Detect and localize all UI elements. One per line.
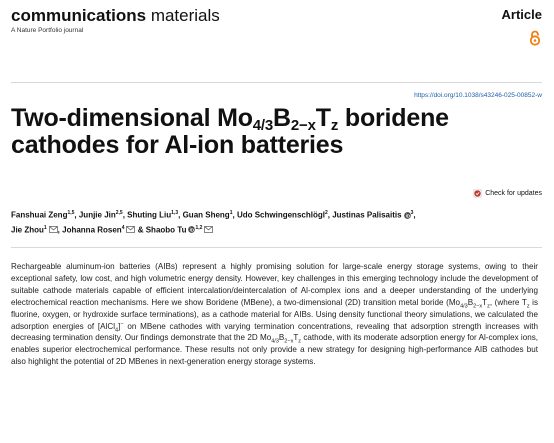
author-name[interactable]: Shuting Liu	[127, 210, 172, 220]
formula-subscript: z	[298, 339, 302, 346]
journal-tagline: A Nature Portfolio journal	[11, 27, 84, 34]
author-affiliation: 1,3	[171, 210, 179, 216]
author-name[interactable]: Johanna Rosen	[62, 225, 122, 235]
author-name[interactable]: Fanshuai Zeng	[11, 210, 68, 220]
title-part: B	[273, 104, 291, 132]
author-name[interactable]: Justinas Palisaitis	[332, 210, 402, 220]
formula-subscript: 2−x	[284, 339, 294, 346]
abstract-text: B	[278, 333, 285, 343]
title-part: T	[315, 104, 331, 132]
title-part: boridene cathodes for Al-ion batteries	[11, 104, 449, 159]
author-affiliation: 2	[324, 210, 328, 216]
title-part: Two-dimensional Mo	[11, 104, 253, 132]
author-name[interactable]: Shaobo Tu	[145, 225, 187, 235]
orcid-icon[interactable]	[404, 212, 411, 219]
formula-subscript: 4	[115, 327, 119, 334]
author-affiliation: 1,2	[195, 224, 203, 231]
mail-icon[interactable]	[126, 226, 135, 233]
author-affiliation: 1,5	[67, 210, 75, 216]
abstract-text: T	[482, 297, 488, 307]
abstract-text: B	[467, 297, 474, 307]
author-name[interactable]: Udo Schwingenschlögl	[236, 210, 325, 220]
title-subscript: z	[330, 117, 339, 134]
formula-subscript: z	[526, 303, 530, 310]
formula-subscript: 4/3	[271, 339, 279, 346]
formula-subscript: z	[487, 303, 490, 310]
abstract-text: Rechargeable aluminum-ion batteries (AIBs) represent a highly promising solution for large-scale energy storage systems, owing to their exceptional safety, low cost, and high volumetric energy density. However, key challenges in this emerging technology include the development of suitable cathode materials capable of efficient intercalation/deintercalation of Al-complex ions and a deeper understanding of the underlying electrochemical reaction mechanisms. Here we show Boridene (MBene), a two-dimensional (2D) transition metal boride (Mo	[11, 262, 538, 307]
journal-header	[11, 6, 542, 46]
author-affiliation: 1	[43, 224, 47, 231]
formula-subscript: 2−x	[473, 303, 483, 310]
mail-icon[interactable]	[49, 226, 58, 233]
author-affiliation: 3	[410, 210, 414, 216]
journal-name-bold: communications	[11, 6, 147, 25]
abstract-text: , (where T	[489, 297, 527, 307]
author-affiliation: 4	[121, 224, 125, 231]
journal-name[interactable]	[11, 6, 220, 26]
journal-name-light: materials	[146, 6, 220, 25]
article-type-label: Article	[501, 7, 542, 22]
article-title	[11, 105, 541, 159]
check-for-updates[interactable]	[473, 189, 542, 198]
abstract	[11, 261, 538, 368]
author-affiliation: 2,5	[115, 210, 123, 216]
abstract-text: T	[293, 333, 299, 343]
abstract-text: on MBene cathodes with varying termination concentrations, revealing that adsorption strength increases with decreasing termination density. Our findings demonstrate that the 2D Mo	[11, 321, 539, 343]
author-list: Fanshuai Zeng$^{1,5}$, Junjie Jin$^{2,5}$, Shuting Liu$^{1,3}$, Guan Sheng$^1$, Udo Schwingenschlögl$^2$, Justinas Palisaitis $^3$, Jie Zhou$^1$ , Johanna Rosen$^4$ & Shaobo Tu $^{1,2}$	[11, 210, 416, 235]
title-subscript: 2−x	[290, 117, 316, 134]
abstract-text: cathode, with its moderate adsorption energy for Al-complex ions, enables superior electrochemical performance. These results not only provide a new strategy for designing high-performance AIB cathodes but also highlight the potential of 2D MBenes in next-generation energy storage systems.	[11, 333, 539, 367]
abstract-text: ]	[118, 321, 121, 331]
check-updates-icon	[473, 189, 482, 198]
open-access-icon[interactable]	[529, 30, 541, 46]
mail-icon[interactable]	[204, 226, 213, 233]
doi-link[interactable]: https://doi.org/10.1038/s43246-025-00852-w	[414, 92, 542, 99]
check-updates-label: Check for updates	[485, 190, 542, 197]
authors-divider	[11, 247, 542, 248]
author-name[interactable]: Junjie Jin	[78, 210, 116, 220]
author-name[interactable]: Jie Zhou	[11, 225, 44, 235]
author-name[interactable]: Guan Sheng	[182, 210, 230, 220]
header-divider	[11, 82, 542, 83]
formula-subscript: 4/3	[460, 303, 468, 310]
abstract-text: is fluorine, oxygen, or hydroxide surface terminations), as a cathode material for AIBs. Using density functional theory simulations, we calculated the adsorption energies of [AlCl	[11, 297, 538, 331]
formula-superscript: −	[120, 320, 124, 327]
title-subscript: 4/3	[252, 117, 274, 134]
author-affiliation: 1	[229, 210, 233, 216]
